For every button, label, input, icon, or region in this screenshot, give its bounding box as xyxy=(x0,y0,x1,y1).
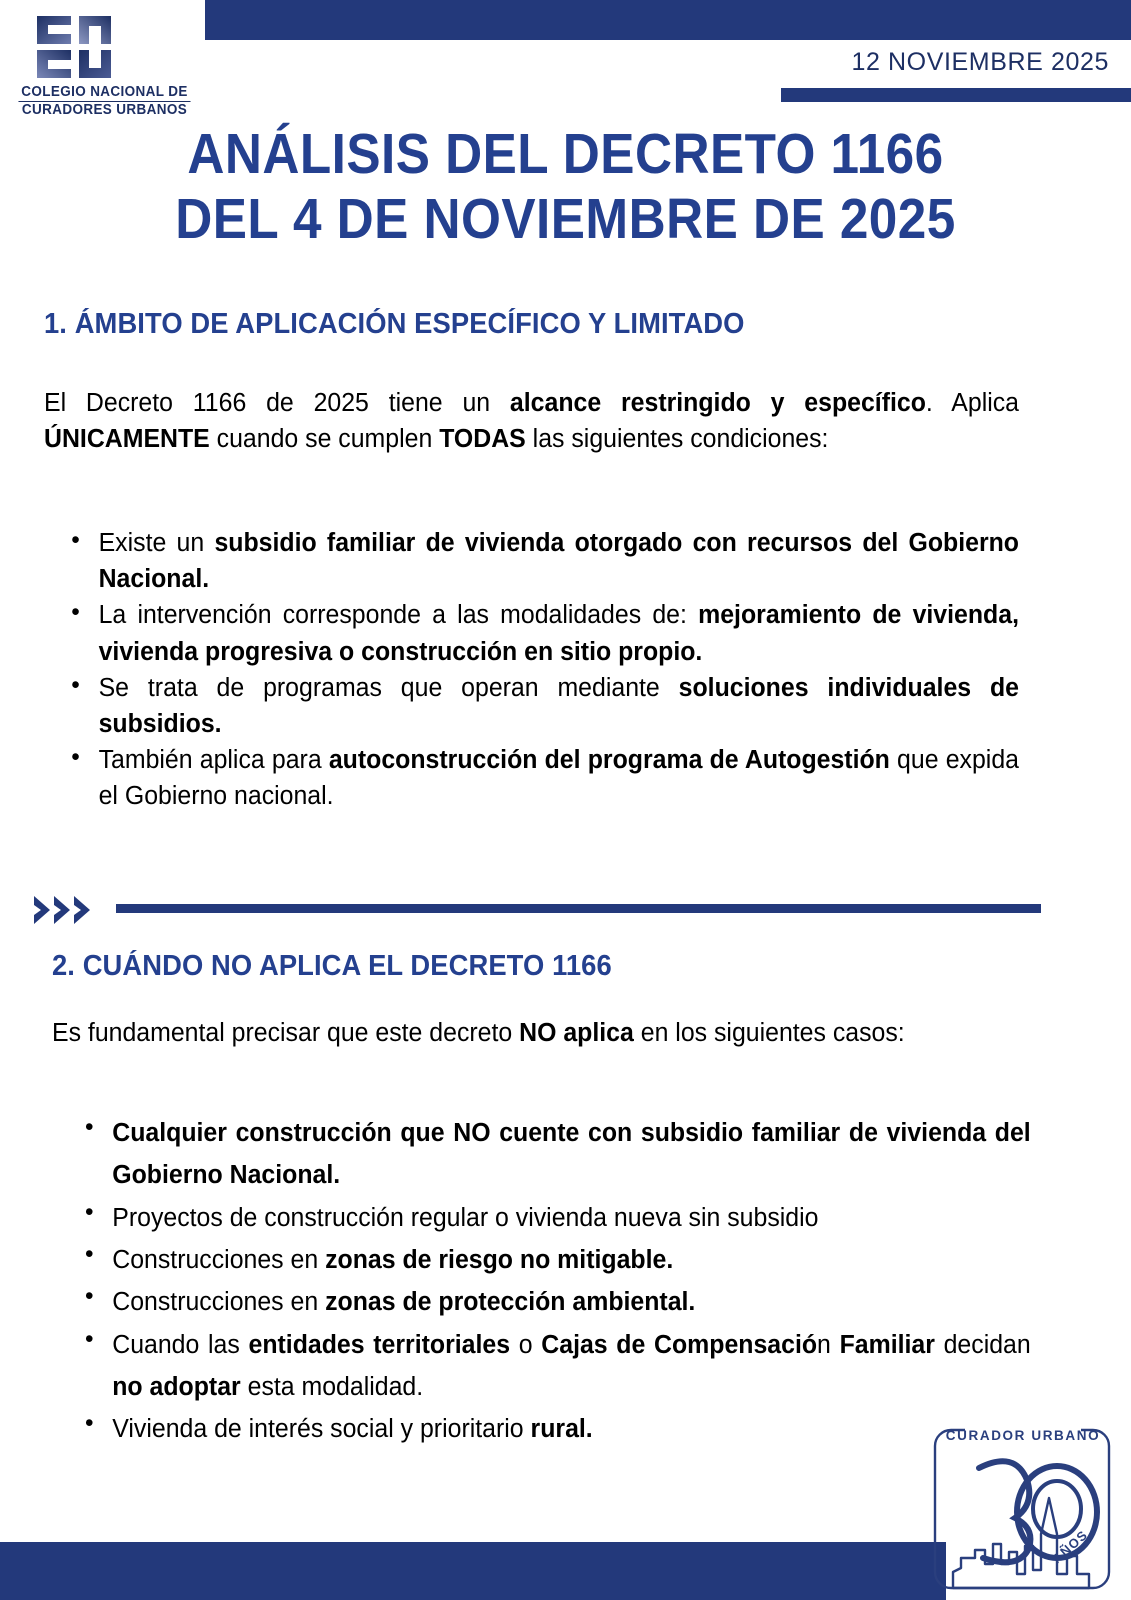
date-underline-bar xyxy=(781,88,1131,102)
list-item: • Cualquier construcción que NO cuente con subsidio familiar de vivienda del Gobierno Nacional. xyxy=(44,1112,1031,1197)
title-line-1: ANÁLISIS DEL DECRETO 1166 xyxy=(187,122,944,186)
footer-blue-bar xyxy=(0,1542,946,1600)
badge-sub-text: AÑOS xyxy=(1049,1526,1091,1567)
list-item: • Proyectos de construcción regular o vivienda nueva sin subsidio xyxy=(44,1197,1031,1239)
title-line-2: DEL 4 DE NOVIEMBRE DE 2025 xyxy=(175,186,956,251)
curador-urbano-30-anos-badge-icon xyxy=(931,1424,1113,1594)
triple-chevron-icon xyxy=(30,890,104,930)
cncu-monogram-icon xyxy=(35,14,175,80)
section-1-bullet-list xyxy=(44,525,1044,815)
document-date: 12 NOVIEMBRE 2025 xyxy=(851,48,1109,76)
list-item: • Construcciones en zonas de riesgo no mitigable. xyxy=(44,1239,1031,1281)
list-item: • También aplica para autoconstrucción del programa de Autogestión que expida el Gobierno nacional. xyxy=(44,742,1019,814)
header-date-block xyxy=(701,48,1131,77)
list-item: • Cuando las entidades territoriales o Cajas de Compensación Familiar decidan no adoptar esta modalidad. xyxy=(44,1324,1031,1409)
list-item: • La intervención corresponde a las modalidades de: mejoramiento de vivienda, vivienda progresiva o construcción en sitio propio. xyxy=(44,597,1019,669)
logo-line-1: COLEGIO NACIONAL DE xyxy=(18,84,190,102)
badge-top-text: CURADOR URBANO xyxy=(945,1428,1101,1443)
divider-line xyxy=(116,904,1041,913)
header-blue-bar xyxy=(205,0,1131,40)
organization-logo xyxy=(12,14,197,119)
section-2-bullet-list xyxy=(44,1112,1056,1451)
list-item: • Construcciones en zonas de protección ambiental. xyxy=(44,1281,1031,1323)
section-1-paragraph: El Decreto 1166 de 2025 tiene un alcance restringido y específico. Aplica ÚNICAMENTE cuando se cumplen TODAS las siguientes condiciones: xyxy=(44,389,1019,454)
section-1-heading: 1. ÁMBITO DE APLICACIÓN ESPECÍFICO Y LIMITADO xyxy=(44,308,745,340)
section-2-heading: 2. CUÁNDO NO APLICA EL DECRETO 1166 xyxy=(52,950,612,982)
page-title xyxy=(57,122,1075,252)
list-item: • Se trata de programas que operan mediante soluciones individuales de subsidios. xyxy=(44,670,1019,742)
section-2-paragraph: Es fundamental precisar que este decreto NO aplica en los siguientes casos: xyxy=(52,1019,905,1047)
list-item: • Existe un subsidio familiar de vivienda otorgado con recursos del Gobierno Nacional. xyxy=(44,525,1019,597)
logo-wordmark xyxy=(18,84,190,118)
list-item: • Vivienda de interés social y prioritario rural. xyxy=(44,1408,1031,1450)
logo-line-2: CURADORES URBANOS xyxy=(21,102,188,119)
section-divider xyxy=(30,890,1045,930)
